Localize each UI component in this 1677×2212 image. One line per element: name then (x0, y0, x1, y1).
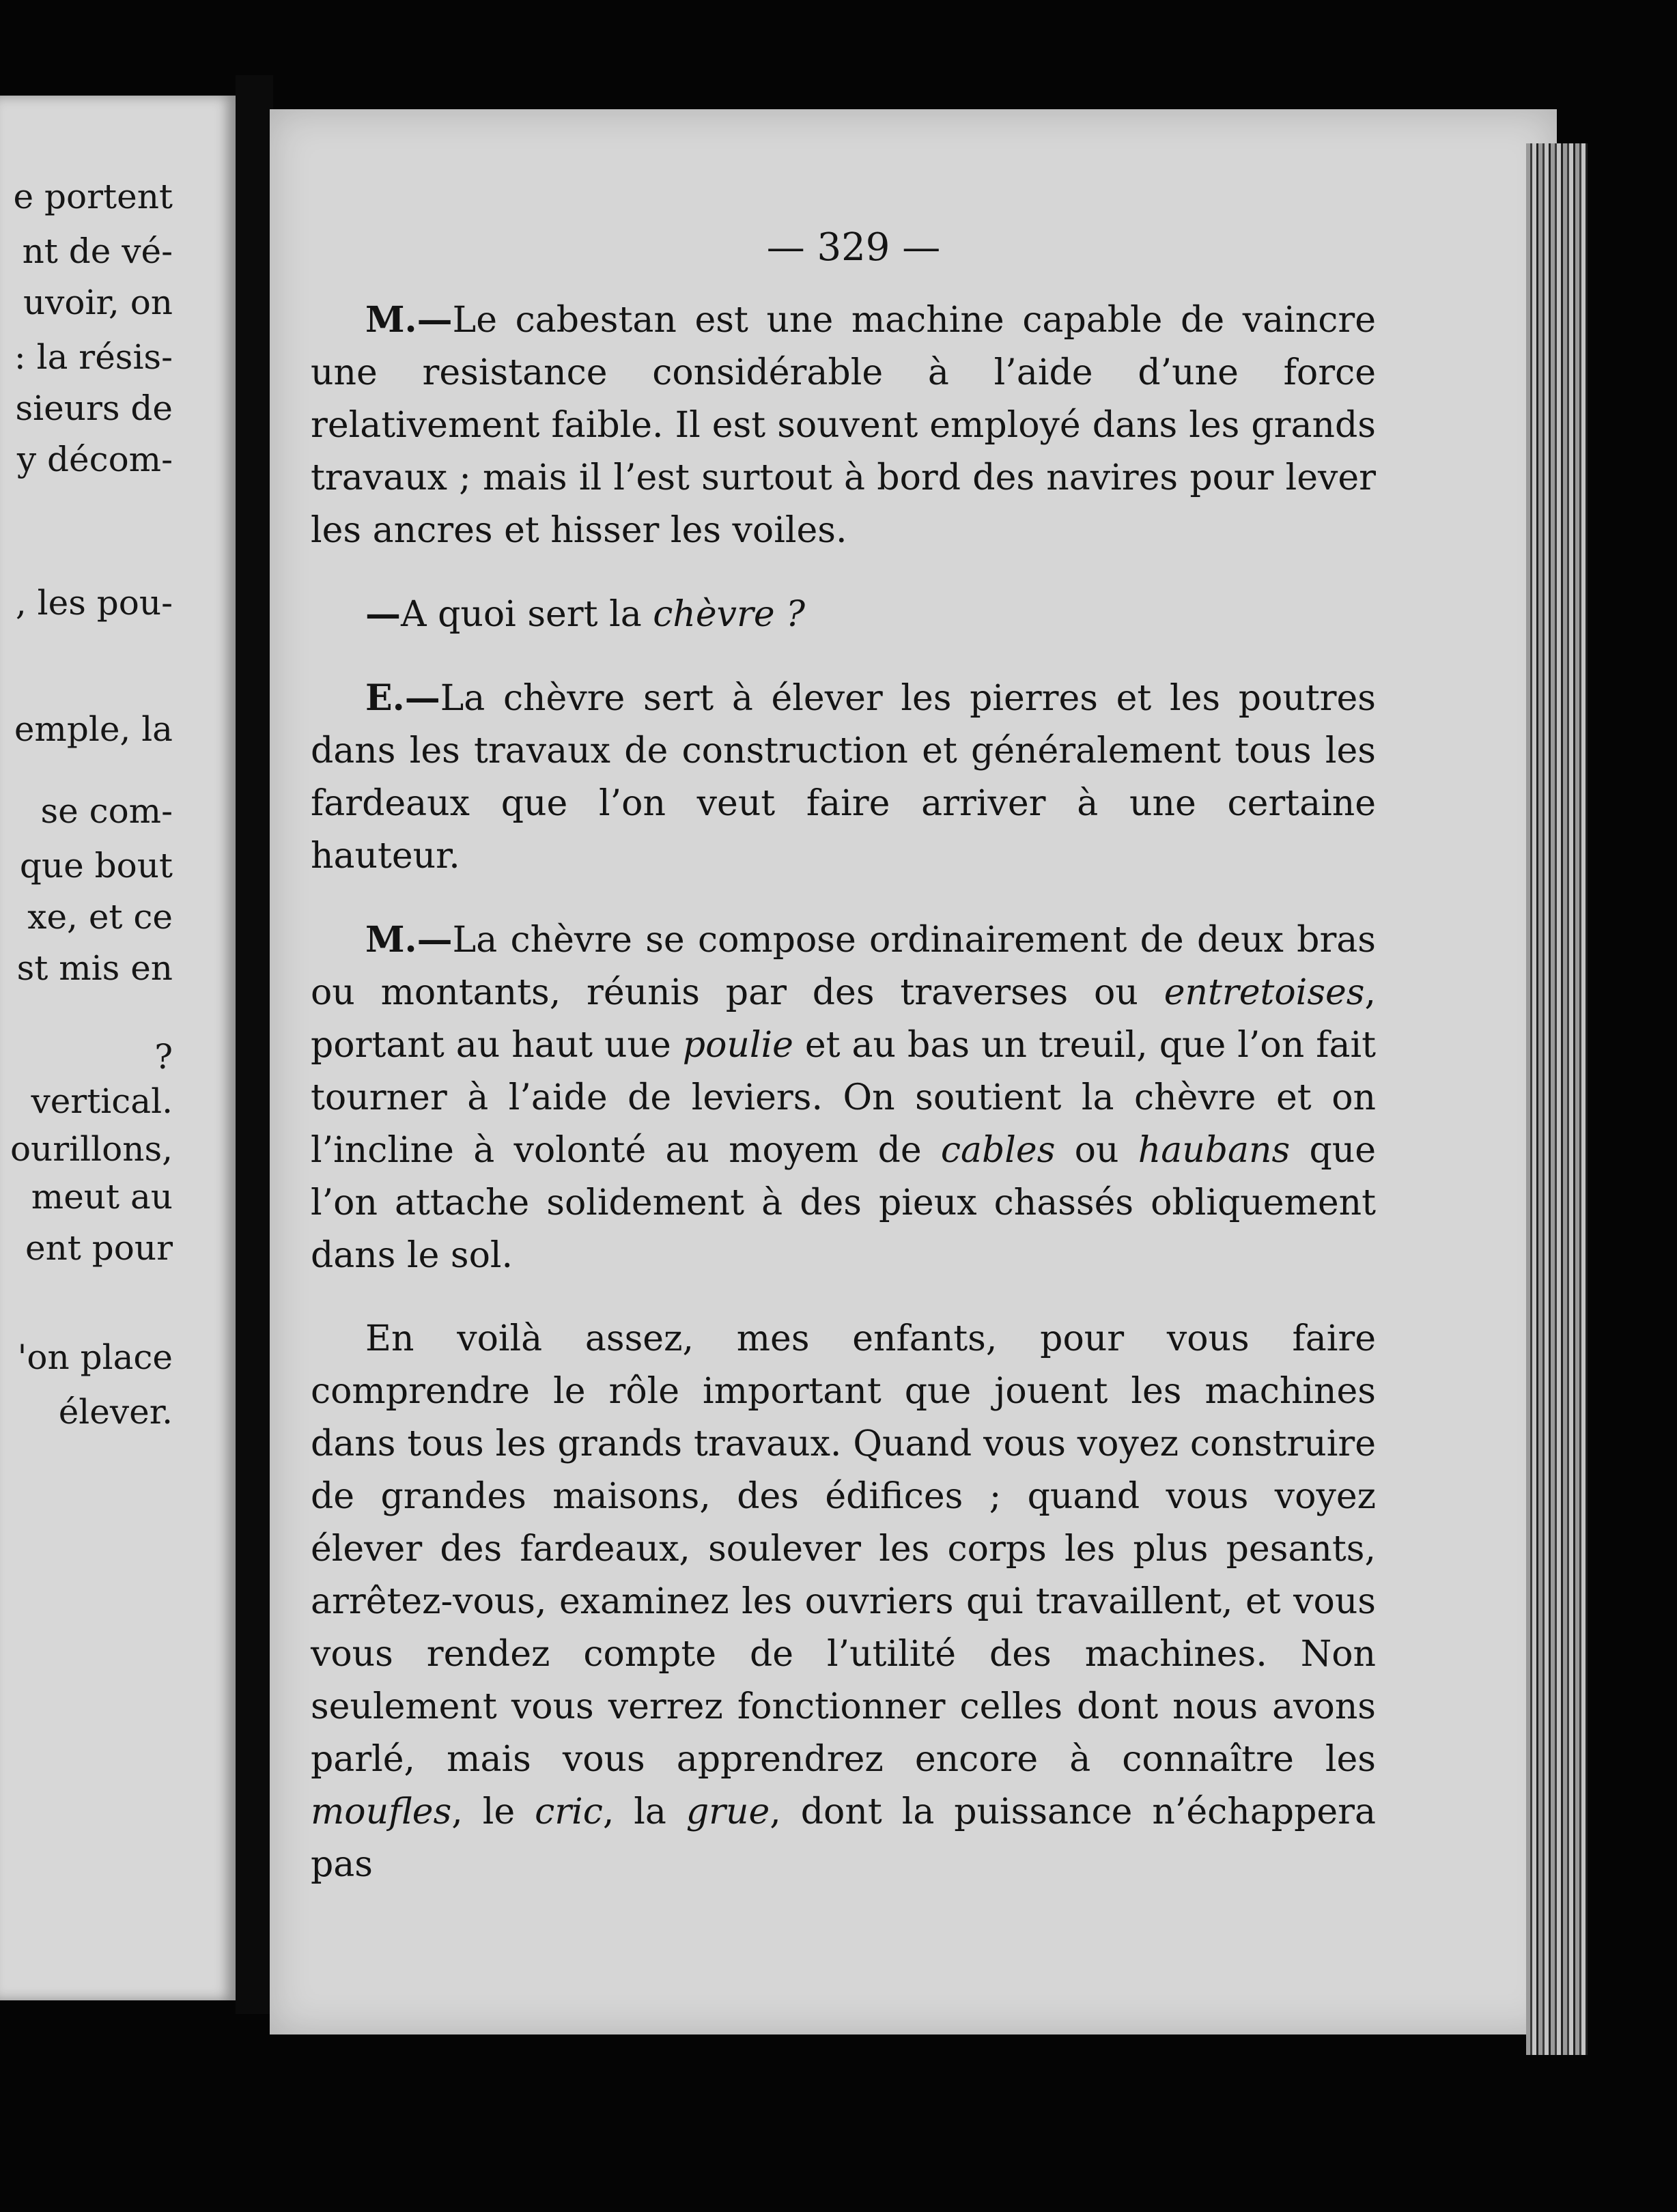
speaker-label: M.— (365, 919, 453, 961)
left-page-line: y décom- (16, 440, 173, 479)
speaker-label: — (365, 593, 401, 635)
left-page-line: emple, la (14, 709, 173, 749)
previous-page (0, 96, 236, 2000)
left-page-line: élever. (58, 1392, 173, 1432)
left-page-line: ent pour (25, 1228, 173, 1268)
body-paragraph (311, 294, 1376, 557)
text-run: A quoi sert la (401, 594, 653, 635)
text-run: et au bas un treuil, que l’on fait tourner à l’aide de leviers. On soutient la chèvre et on l’incline à volonté au moyem de (311, 1025, 1376, 1171)
italic-term: poulie (682, 1025, 793, 1066)
left-page-line: meut au (31, 1177, 173, 1217)
italic-term: moufles (311, 1791, 452, 1832)
left-page-line: ourillons, (10, 1129, 173, 1169)
speaker-label: E.— (365, 677, 440, 719)
page-edges (1526, 143, 1588, 2055)
italic-term: chèvre ? (653, 594, 806, 635)
text-run: Le cabestan est une machine capable de vaincre une resistance considérable à l’aide d’une force relativement faible. Il est souvent employé dans les grands travaux ; mais il l’est surtout à bord des navires pour lever les ancres et hisser les voiles. (311, 300, 1376, 551)
text-run: , la (602, 1791, 686, 1832)
left-page-line: : la résis- (14, 337, 173, 377)
body-paragraph (311, 1313, 1376, 1891)
page-number: — 329 — (766, 225, 941, 270)
text-run: , le (451, 1791, 535, 1832)
left-page-line: uvoir, on (23, 283, 173, 322)
text-run: , portant au haut uue (311, 972, 1376, 1066)
left-page-line: que bout (19, 846, 173, 885)
body-paragraph (311, 672, 1376, 883)
body-paragraph (311, 588, 1376, 641)
left-page-line: xe, et ce (27, 897, 173, 937)
left-page-line: e portent (13, 177, 173, 216)
left-page-line: st mis en (16, 948, 173, 988)
body-paragraph (311, 913, 1376, 1282)
left-page-line: nt de vé- (22, 231, 173, 271)
italic-term: haubans (1138, 1130, 1291, 1171)
left-page-line: se com- (40, 791, 173, 831)
italic-term: entretoises (1164, 972, 1365, 1013)
left-page-line: 'on place (17, 1337, 173, 1377)
text-run: La chèvre sert à élever les pierres et les poutres dans les travaux de construction et généralement tous les fardeaux que l’on veut faire arriver à une certaine hauteur. (311, 678, 1376, 877)
left-page-line: ? (154, 1037, 173, 1077)
text-run: que l’on attache solidement à des pieux chassés obliquement dans le sol. (311, 1130, 1376, 1276)
italic-term: cric (535, 1791, 603, 1832)
book-gutter (236, 75, 273, 2014)
left-page-line: sieurs de (15, 388, 173, 428)
text-run: , dont la puissance n’échappera pas (311, 1791, 1376, 1885)
left-page-line: vertical. (31, 1081, 173, 1121)
page-text (311, 294, 1376, 1922)
speaker-label: M.— (365, 299, 453, 341)
italic-term: cables (940, 1130, 1056, 1171)
italic-term: grue (686, 1791, 770, 1832)
left-page-line: , les pou- (15, 583, 173, 623)
text-run: La chèvre se compose ordinairement de deux bras ou montants, réunis par des traverses ou (311, 920, 1376, 1013)
text-run: En voilà assez, mes enfants, pour vous faire comprendre le rôle important que jouent les machines dans tous les grands travaux. Quand vous voyez construire de grandes maisons, des édifices ; quand vous voyez élever des fardeaux, soulever les corps les plus pesants, arrêtez-vous, examinez les ouvriers qui travaillent, et vous vous rendez compte de l’utilité des machines. Non seulement vous verrez fonctionner celles dont nous avons parlé, mais vous apprendrez encore à connaître les (311, 1318, 1376, 1780)
text-run: ou (1055, 1130, 1138, 1171)
